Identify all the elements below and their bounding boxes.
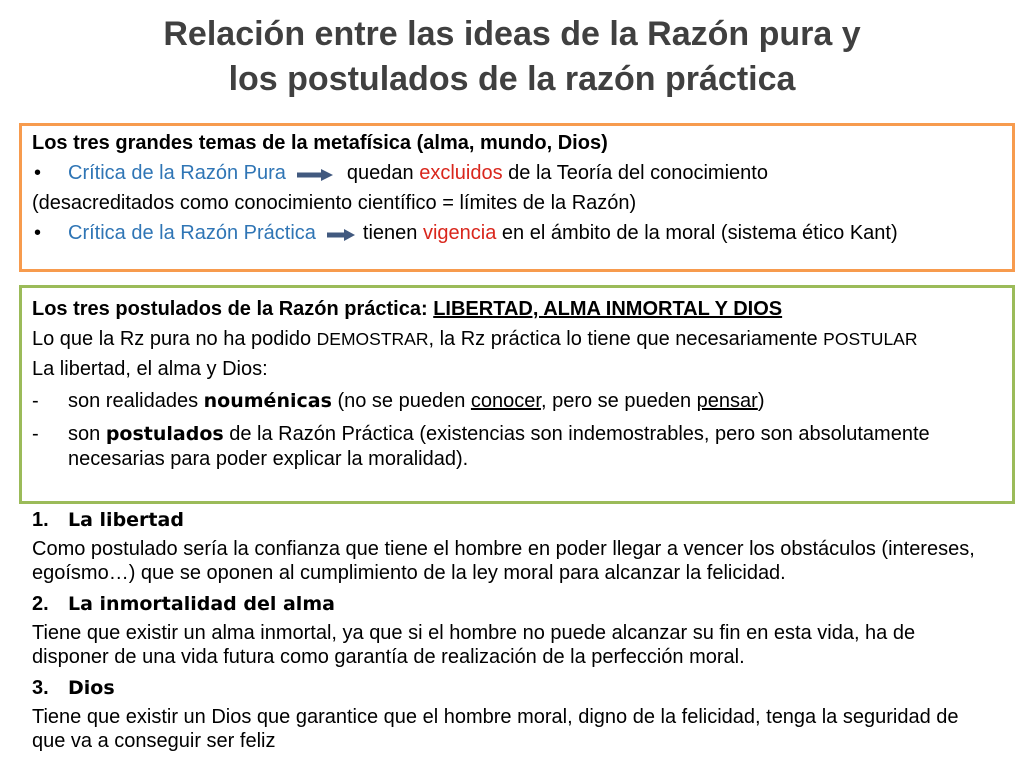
postulate-heading-text: Dios <box>68 677 115 699</box>
item-between: , pero se pueden <box>540 390 692 412</box>
highlight-word: vigencia <box>422 222 497 244</box>
statement-before: Lo que la Rz pura no ha podido <box>32 328 312 350</box>
item-middle: (no se pueden <box>337 390 466 412</box>
slide-title <box>0 12 1024 102</box>
bullet-marker: • <box>34 162 42 184</box>
postulate-paragraph-immortality <box>32 621 1012 669</box>
work-title-pure-reason: Crítica de la Razón Pura <box>68 162 286 184</box>
postulate-paragraph-freedom <box>32 537 1012 585</box>
dash-marker: - <box>32 390 39 412</box>
metaphysics-box <box>19 123 1015 272</box>
dash-item-postulates <box>32 422 1002 472</box>
title-line-1: Relación entre las ideas de la Razón pura y <box>163 15 861 53</box>
paragraph-line: disponer de una vida futura como garantía de realización de la perfección moral. <box>32 646 745 668</box>
postulates-heading <box>32 297 1002 321</box>
item-underlined-pensar: pensar <box>696 390 758 412</box>
postulates-heading-text: Los tres postulados de la Razón práctica: <box>32 298 428 320</box>
right-arrow-shape <box>297 169 333 181</box>
list-number: 3. <box>32 677 49 699</box>
postulates-explanations <box>32 508 1012 753</box>
item-emphasis: postulados <box>105 423 224 445</box>
paragraph-line: Tiene que existir un Dios que garantice que el hombre moral, digno de la felicidad, tenga la seguridad de <box>32 706 959 728</box>
title-line-2: los postulados de la razón práctica <box>228 60 796 98</box>
metaphysics-heading: Los tres grandes temas de la metafísica (alma, mundo, Dios) <box>32 132 608 154</box>
list-number: 1. <box>32 509 49 531</box>
paragraph-line: Tiene que existir un alma inmortal, ya que si el hombre no puede alcanzar su fin en esta vida, ha de <box>32 622 916 644</box>
dash-marker: - <box>32 423 39 445</box>
postulates-intro: La libertad, el alma y Dios: <box>32 358 268 380</box>
paragraph-line: Como postulado sería la confianza que tiene el hombre en poder llegar a vencer los obstáculos (intereses, <box>32 538 975 560</box>
statement-caps-demostrar: DEMOSTRAR <box>316 329 429 349</box>
verb-text: tienen <box>362 222 418 244</box>
statement-caps-postular: POSTULAR <box>823 329 918 349</box>
postulate-heading-god <box>32 676 1012 700</box>
list-number: 2. <box>32 593 49 615</box>
dash-item-noumenal <box>32 389 1002 414</box>
postulate-paragraph-god <box>32 705 1012 753</box>
bullet-marker: • <box>34 222 42 244</box>
metaphysics-note: (desacreditados como conocimiento científico = límites de la Razón) <box>32 192 637 214</box>
postulate-heading-freedom <box>32 508 1012 532</box>
item-before: son realidades <box>68 390 199 412</box>
bullet-pure-reason <box>32 161 1002 185</box>
paragraph-line: egoísmo…) que se oponen al cumplimiento de la ley moral para alcanzar la felicidad. <box>32 562 786 584</box>
right-arrow-icon <box>297 169 333 181</box>
item-after: ) <box>757 390 765 412</box>
item-before: son <box>68 423 101 445</box>
right-arrow-shape <box>327 229 355 241</box>
postulate-heading-text: La libertad <box>68 509 184 531</box>
rest-text: de la Teoría del conocimiento <box>508 162 768 184</box>
item-emphasis: nouménicas <box>203 390 332 412</box>
highlight-word: excluidos <box>419 162 503 184</box>
postulates-box <box>19 285 1015 504</box>
bullet-practical-reason <box>32 221 1002 245</box>
item-underlined-conocer: conocer <box>470 390 541 412</box>
item-after: de la Razón Práctica (existencias son indemostrables, pero son absolutamente necesarias para poder explicar la moralidad). <box>68 423 930 470</box>
paragraph-line: que va a conseguir ser feliz <box>32 730 276 752</box>
right-arrow-icon <box>327 229 355 241</box>
postulates-statement <box>32 327 1002 351</box>
statement-middle: , la Rz práctica lo tiene que necesariamente <box>428 328 818 350</box>
postulate-heading-immortality <box>32 592 1012 616</box>
rest-text: en el ámbito de la moral (sistema ético Kant) <box>501 222 898 244</box>
work-title-practical-reason: Crítica de la Razón Práctica <box>68 222 316 244</box>
postulate-heading-text: La inmortalidad del alma <box>68 593 335 615</box>
postulates-heading-emphasis: LIBERTAD, ALMA INMORTAL Y DIOS <box>433 298 783 320</box>
verb-text: quedan <box>346 162 414 184</box>
